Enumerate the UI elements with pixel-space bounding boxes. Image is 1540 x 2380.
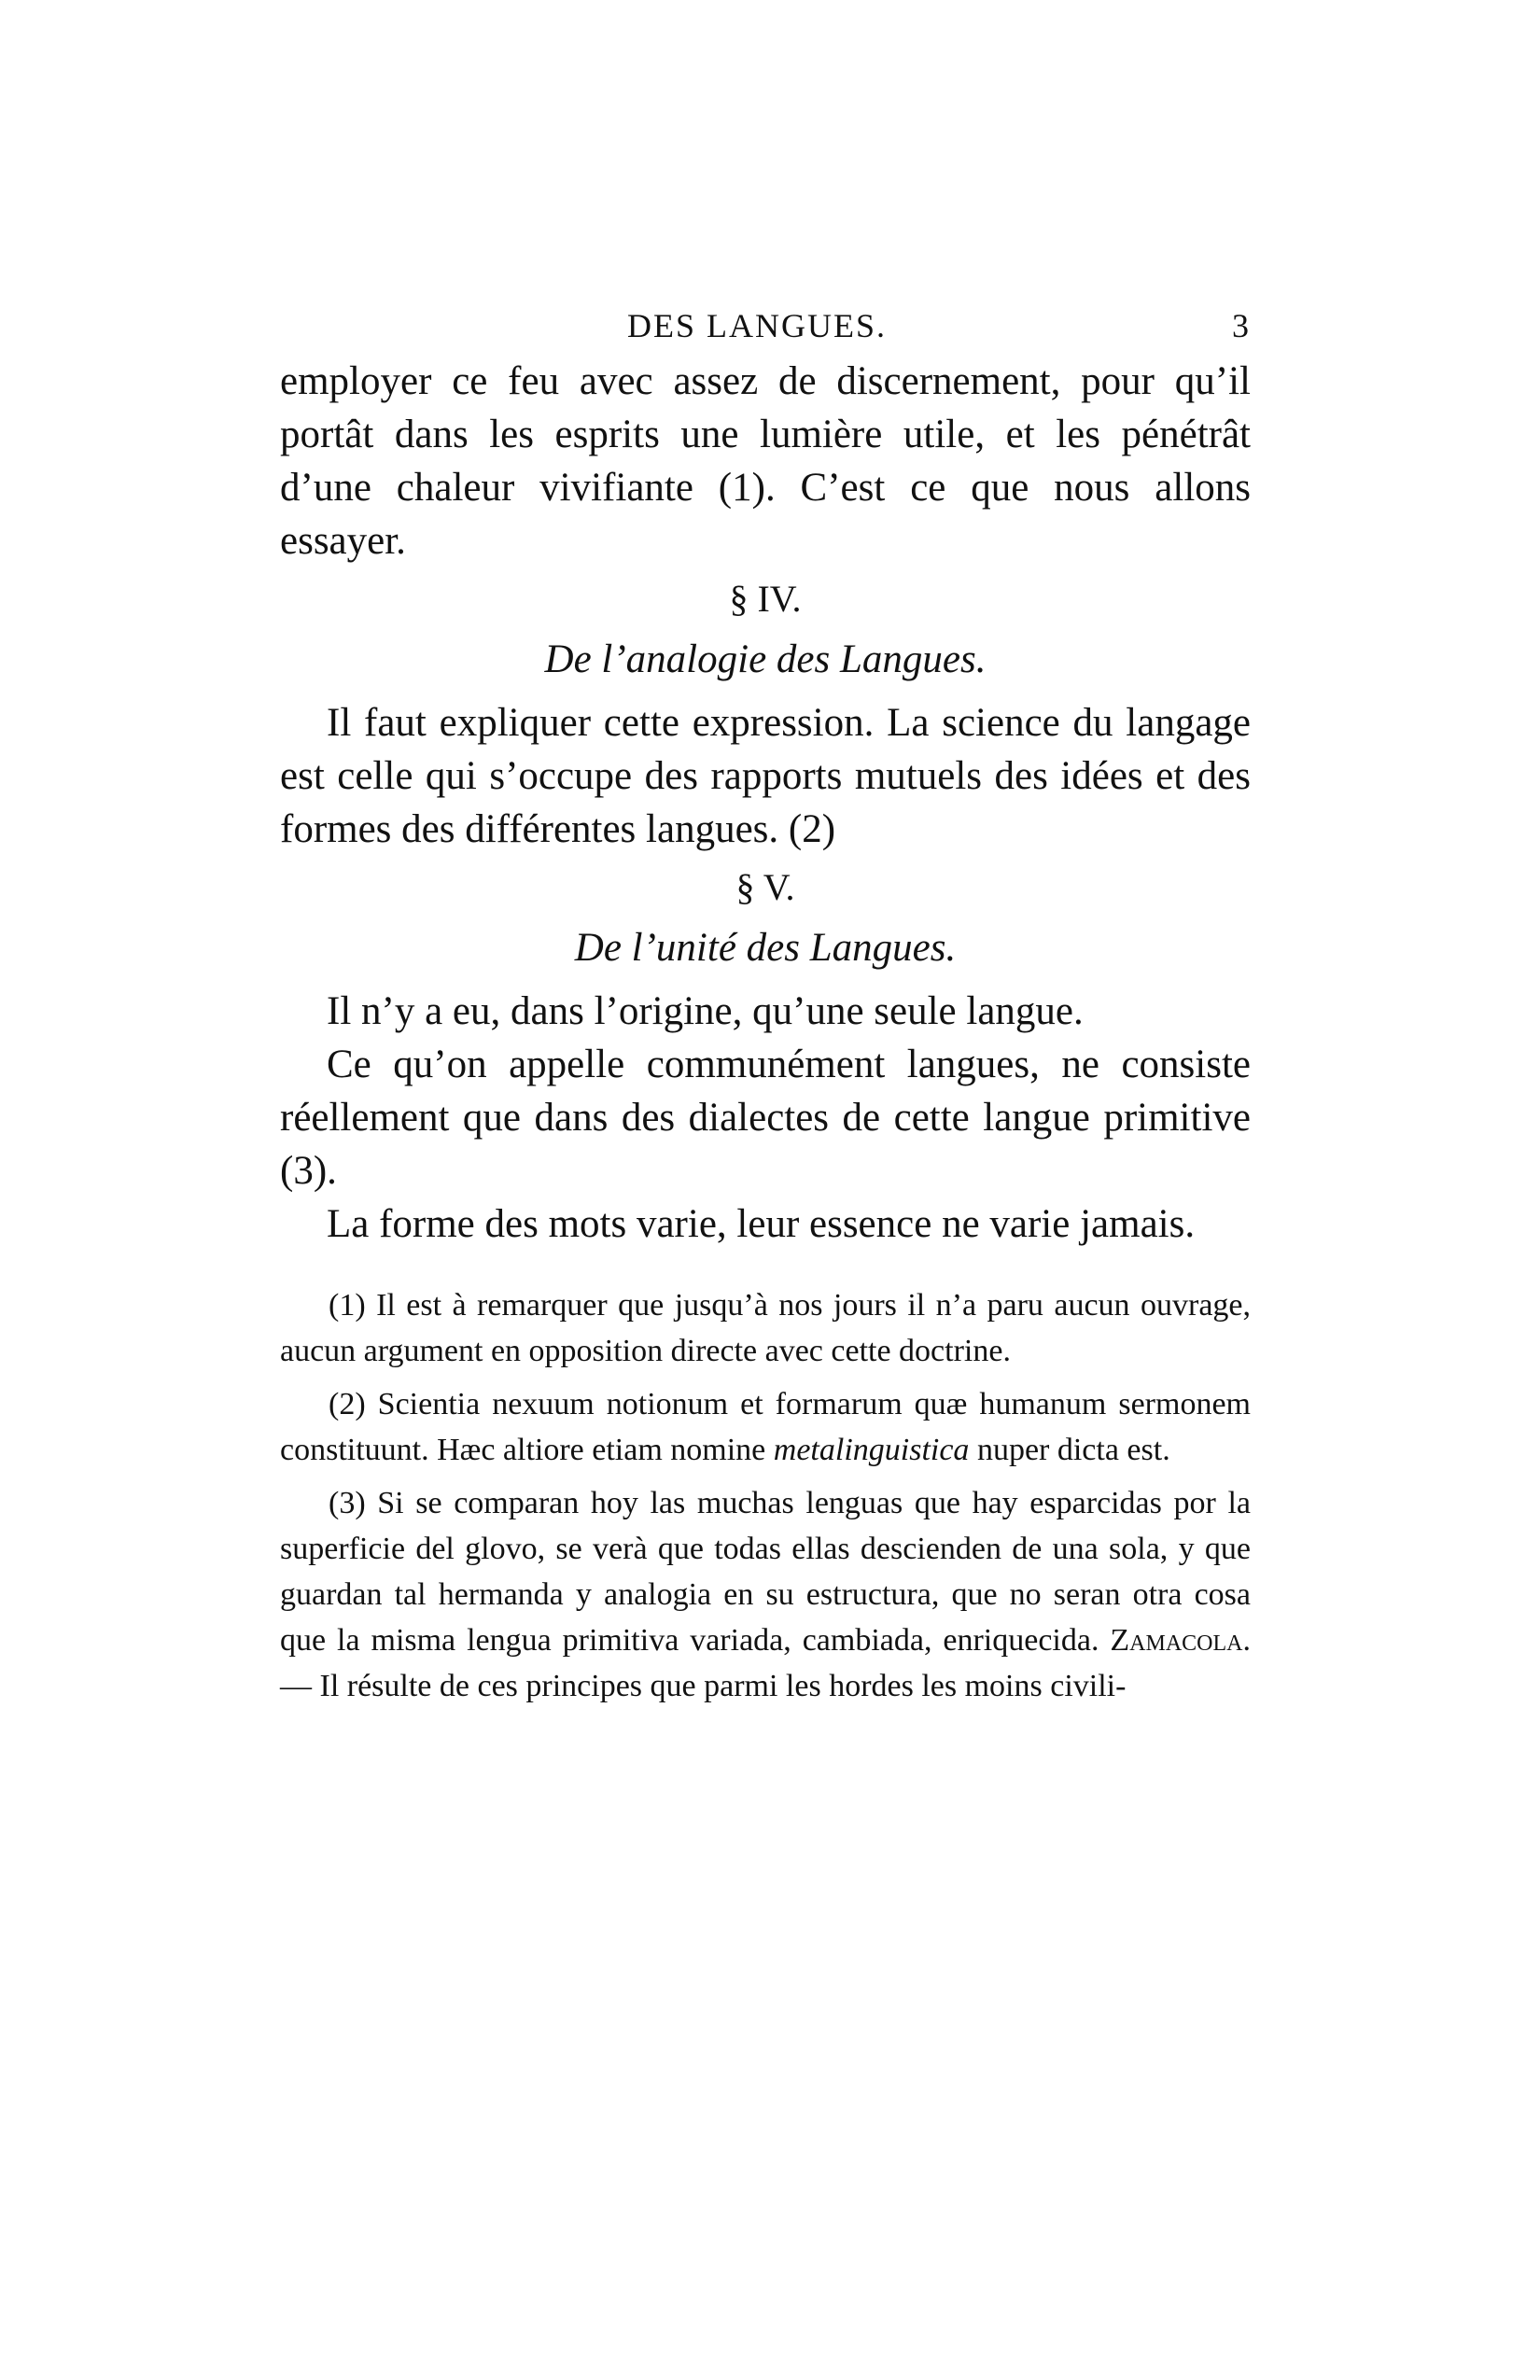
running-head [280, 299, 1251, 355]
section-v-heading: § V. [735, 866, 795, 908]
paragraph-analogie: Il faut expliquer cette expression. La science du langage est celle qui s’occupe des rapports mutuels des idées et des formes des différentes langues. (2) [280, 701, 1251, 851]
page-number: 3 [1232, 307, 1251, 344]
footnote-1: (1) Il est à remarquer que jusqu’à nos jours il n’a paru aucun ouvrage, aucun argument en opposition directe avec cette doctrine. [280, 1288, 1251, 1368]
paragraph-unite-1: Il n’y a eu, dans l’origine, qu’une seule langue. [327, 989, 1084, 1033]
footnote-2-text-b: nuper dicta est. [976, 1433, 1170, 1467]
footnote-2 [280, 1381, 1251, 1473]
footnote-3-text-b: — Il résulte de ces principes que parmi les hordes les moins civili- [280, 1669, 1127, 1703]
paragraph-continuation: employer ce feu avec assez de discernement, pour qu’il portât dans les esprits une lumière utile, et les pénétrât d’une chaleur vivifiante (1). C’est ce que nous allons essayer. [280, 359, 1251, 563]
footnote-3-author: Zamacola. [1110, 1623, 1252, 1658]
footnote-3 [280, 1480, 1251, 1709]
footnote-3-text-a: (3) Si se comparan hoy las muchas lenguas que hay esparcidas por la superficie del glovo, se verà que todas ellas descienden de una sola, y que guardan tal hermanda y analogia en su estructura, que no seran otra cosa que la misma lengua primitiva variada, cambiada, enriquecida. [280, 1486, 1251, 1658]
footnote-2-term: metalinguistica [773, 1433, 970, 1467]
footnotes [280, 1282, 1251, 1709]
book-page [280, 299, 1251, 1716]
section-iv-title: De l’analogie des Langues. [544, 637, 987, 681]
paragraph-unite-2: Ce qu’on appelle communément langues, ne consiste réellement que dans des dialectes de cette langue primitive (3). [280, 1043, 1251, 1193]
running-title: DES LANGUES. [627, 307, 888, 344]
body-text [280, 355, 1251, 1251]
paragraph-unite-3: La forme des mots varie, leur essence ne varie jamais. [327, 1202, 1196, 1246]
section-v-title: De l’unité des Langues. [574, 926, 957, 970]
section-iv-heading: § IV. [729, 578, 802, 620]
footnote-2-text-a: (2) Scientia nexuum notionum et formarum quæ humanum sermonem constituunt. Hæc altiore etiam nomine [280, 1387, 1251, 1467]
